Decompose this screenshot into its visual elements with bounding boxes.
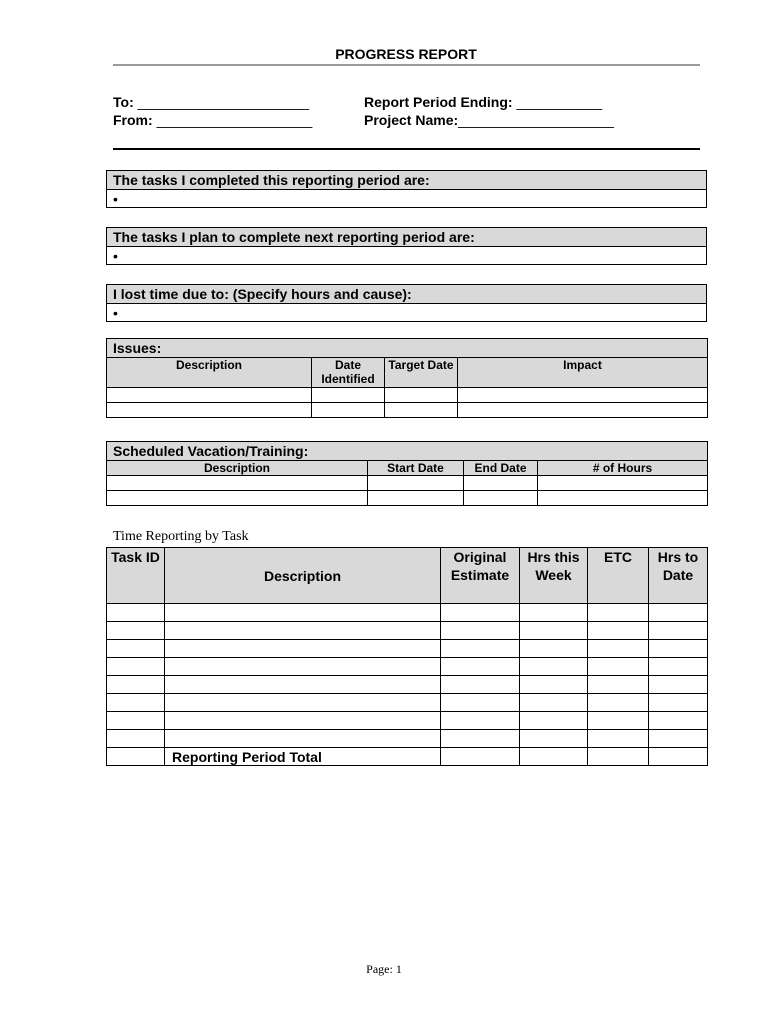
table-row — [107, 476, 708, 491]
table-cell[interactable] — [107, 748, 165, 766]
table-cell[interactable] — [649, 622, 708, 640]
table-cell[interactable] — [588, 622, 649, 640]
table-cell[interactable] — [441, 730, 520, 748]
table-cell[interactable] — [368, 476, 464, 491]
table-cell[interactable] — [312, 388, 385, 403]
table-cell[interactable] — [520, 604, 588, 622]
table-cell[interactable] — [649, 604, 708, 622]
table-cell[interactable] — [458, 388, 708, 403]
lost-time-heading: I lost time due to: (Specify hours and cause): — [107, 285, 707, 304]
table-cell[interactable] — [588, 676, 649, 694]
table-cell[interactable] — [520, 622, 588, 640]
issues-col-date-identified: Date Identified — [312, 358, 385, 388]
table-cell[interactable] — [107, 694, 165, 712]
table-cell[interactable] — [107, 640, 165, 658]
planned-tasks-bullet[interactable]: • — [107, 247, 707, 265]
table-cell[interactable] — [520, 640, 588, 658]
table-cell[interactable] — [165, 694, 441, 712]
table-cell[interactable] — [520, 658, 588, 676]
table-cell[interactable] — [107, 676, 165, 694]
table-cell[interactable] — [588, 640, 649, 658]
planned-tasks-table — [106, 227, 707, 265]
to-label: To: — [113, 94, 134, 110]
vacation-table — [106, 441, 708, 506]
table-cell[interactable] — [441, 640, 520, 658]
table-cell[interactable] — [107, 403, 312, 418]
time-col-description: Description — [165, 548, 441, 604]
table-cell[interactable] — [312, 403, 385, 418]
table-cell[interactable] — [107, 491, 368, 506]
project-name-blank[interactable]: ____________________ — [458, 112, 614, 128]
to-field — [113, 94, 309, 110]
table-cell[interactable] — [165, 730, 441, 748]
completed-tasks-table — [106, 170, 707, 208]
table-cell[interactable] — [520, 712, 588, 730]
table-cell[interactable] — [458, 403, 708, 418]
total-row — [107, 748, 708, 766]
table-cell[interactable] — [165, 622, 441, 640]
project-name-field — [364, 112, 614, 128]
table-cell[interactable] — [441, 694, 520, 712]
project-name-label: Project Name: — [364, 112, 459, 128]
table-row — [107, 622, 708, 640]
table-cell[interactable] — [464, 476, 538, 491]
table-cell[interactable] — [441, 604, 520, 622]
table-cell[interactable] — [588, 658, 649, 676]
table-cell[interactable] — [520, 730, 588, 748]
table-cell[interactable] — [107, 388, 312, 403]
table-cell[interactable] — [385, 388, 458, 403]
total-label: Reporting Period Total — [165, 748, 441, 766]
table-row — [107, 403, 708, 418]
table-row — [107, 658, 708, 676]
table-cell[interactable] — [649, 676, 708, 694]
total-etc[interactable] — [588, 748, 649, 766]
table-cell[interactable] — [520, 694, 588, 712]
table-cell[interactable] — [649, 658, 708, 676]
issues-table — [106, 338, 708, 418]
table-cell[interactable] — [441, 712, 520, 730]
table-cell[interactable] — [165, 640, 441, 658]
table-cell[interactable] — [165, 604, 441, 622]
table-cell[interactable] — [107, 712, 165, 730]
to-blank[interactable]: ______________________ — [137, 94, 309, 110]
table-row — [107, 676, 708, 694]
table-cell[interactable] — [107, 604, 165, 622]
table-cell[interactable] — [649, 640, 708, 658]
table-cell[interactable] — [588, 694, 649, 712]
table-cell[interactable] — [464, 491, 538, 506]
table-cell[interactable] — [107, 622, 165, 640]
header-divider — [113, 148, 700, 150]
time-body — [107, 604, 708, 748]
title-rule — [113, 64, 700, 66]
table-cell[interactable] — [441, 658, 520, 676]
time-reporting-table — [106, 547, 708, 766]
table-cell[interactable] — [441, 622, 520, 640]
table-cell[interactable] — [649, 730, 708, 748]
table-cell[interactable] — [107, 476, 368, 491]
issues-col-target-date: Target Date — [385, 358, 458, 388]
total-hrs-to-date[interactable] — [649, 748, 708, 766]
table-row — [107, 712, 708, 730]
report-period-label: Report Period Ending: — [364, 94, 513, 110]
vacation-col-description: Description — [107, 461, 368, 476]
table-row — [107, 491, 708, 506]
report-period-blank[interactable]: ___________ — [516, 94, 603, 110]
time-col-original-estimate: Original Estimate — [441, 548, 520, 604]
table-cell[interactable] — [538, 476, 708, 491]
time-col-hrs-to-date: Hrs to Date — [649, 548, 708, 604]
table-cell[interactable] — [588, 604, 649, 622]
table-cell[interactable] — [107, 730, 165, 748]
completed-tasks-heading: The tasks I completed this reporting period are: — [107, 171, 707, 190]
from-field — [113, 112, 312, 128]
time-reporting-caption: Time Reporting by Task — [113, 529, 249, 544]
table-cell[interactable] — [441, 676, 520, 694]
table-cell[interactable] — [165, 712, 441, 730]
planned-tasks-heading: The tasks I plan to complete next reporting period are: — [107, 228, 707, 247]
table-cell[interactable] — [107, 658, 165, 676]
lost-time-bullet[interactable]: • — [107, 304, 707, 322]
table-cell[interactable] — [165, 658, 441, 676]
from-label: From: — [113, 112, 153, 128]
table-cell[interactable] — [588, 730, 649, 748]
table-cell[interactable] — [538, 491, 708, 506]
table-row — [107, 640, 708, 658]
table-cell[interactable] — [385, 403, 458, 418]
vacation-col-hours: # of Hours — [538, 461, 708, 476]
time-col-hrs-this-week: Hrs this Week — [520, 548, 588, 604]
from-blank[interactable]: ____________________ — [156, 112, 313, 128]
table-cell[interactable] — [588, 712, 649, 730]
time-col-task-id: Task ID — [107, 548, 165, 604]
total-hrs-this-week[interactable] — [520, 748, 588, 766]
issues-col-impact: Impact — [458, 358, 708, 388]
vacation-col-end-date: End Date — [464, 461, 538, 476]
table-row — [107, 694, 708, 712]
table-cell[interactable] — [368, 491, 464, 506]
page-title: PROGRESS REPORT — [335, 46, 477, 62]
completed-tasks-bullet[interactable]: • — [107, 190, 707, 208]
issues-col-description: Description — [107, 358, 312, 388]
table-cell[interactable] — [520, 676, 588, 694]
lost-time-table — [106, 284, 707, 322]
table-row — [107, 730, 708, 748]
vacation-col-start-date: Start Date — [368, 461, 464, 476]
page-number: Page: 1 — [366, 962, 402, 976]
time-col-etc: ETC — [588, 548, 649, 604]
table-row — [107, 604, 708, 622]
report-period-field — [364, 94, 602, 110]
table-cell[interactable] — [649, 712, 708, 730]
issues-heading: Issues: — [107, 339, 708, 358]
table-row — [107, 388, 708, 403]
total-original-estimate[interactable] — [441, 748, 520, 766]
table-cell[interactable] — [165, 676, 441, 694]
vacation-heading: Scheduled Vacation/Training: — [107, 442, 708, 461]
table-cell[interactable] — [649, 694, 708, 712]
